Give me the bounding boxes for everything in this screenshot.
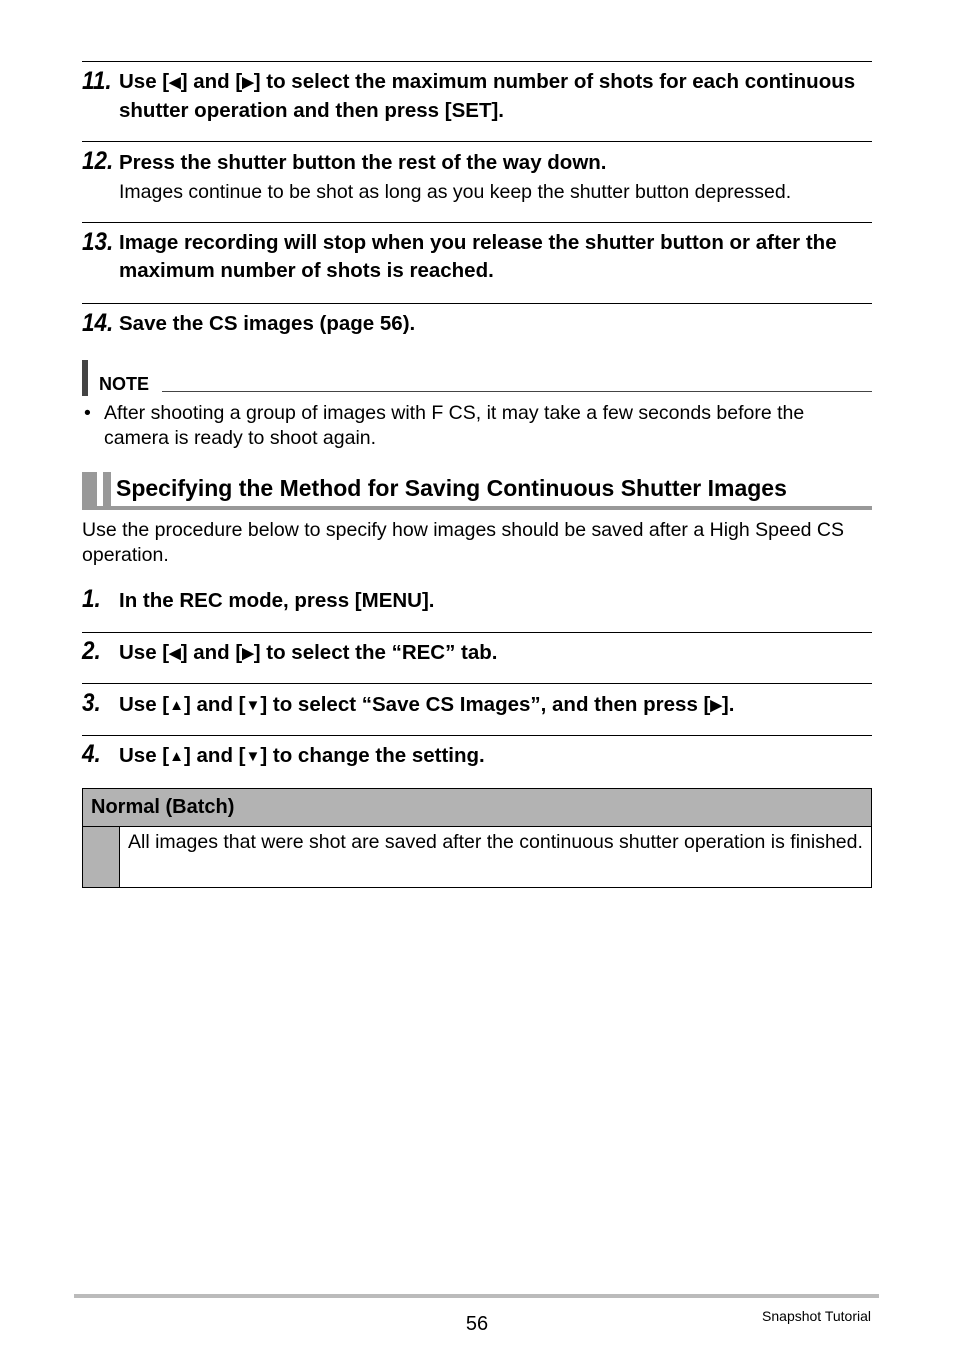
step-text bbox=[119, 691, 871, 720]
right-arrow-icon: ▶ bbox=[710, 697, 722, 714]
step-number: 1. bbox=[82, 585, 101, 613]
section-rule bbox=[82, 506, 872, 510]
step-text-part: Use [ bbox=[119, 693, 170, 716]
section-intro: Use the procedure below to specify how images should be saved after a High Speed CS operation. bbox=[82, 519, 845, 566]
note-label: NOTE bbox=[99, 374, 150, 394]
option-header bbox=[83, 789, 871, 827]
step-text: Press the shutter button the rest of the way down. bbox=[119, 151, 607, 174]
up-arrow-icon: ▲ bbox=[169, 748, 184, 765]
section-marker bbox=[103, 472, 111, 508]
bullet-icon: • bbox=[84, 402, 91, 424]
note-rule bbox=[162, 391, 872, 392]
down-arrow-icon: ▼ bbox=[245, 697, 261, 714]
step-text-part: Use [ bbox=[119, 641, 170, 664]
step-number: 14. bbox=[82, 309, 114, 337]
step-text-part: ] and [ bbox=[184, 744, 246, 767]
note-item: After shooting a group of images with F CS, it may take a few seconds before the camera is ready to shoot again. bbox=[104, 402, 805, 449]
step-number: 11. bbox=[82, 67, 112, 95]
step-number: 4. bbox=[82, 740, 101, 768]
divider bbox=[82, 303, 872, 304]
note-marker bbox=[82, 360, 88, 396]
step-text: Image recording will stop when you release the shutter button or after the maximum number of shots is reached. bbox=[119, 231, 837, 282]
step-subtext: Images continue to be shot as long as you keep the shutter button depressed. bbox=[119, 181, 792, 203]
step-text-part: ] and [ bbox=[180, 641, 243, 664]
divider bbox=[82, 632, 872, 633]
option-name: Normal (Batch) bbox=[91, 796, 235, 818]
section-title: Specifying the Method for Saving Continuous Shutter Images bbox=[116, 475, 787, 501]
step-text-part: ] to select the “REC” tab. bbox=[253, 641, 498, 664]
step-text-part: ] and [ bbox=[184, 693, 246, 716]
option-description: All images that were shot are saved after the continuous shutter operation is finished. bbox=[128, 831, 863, 853]
footer-label: Snapshot Tutorial bbox=[762, 1308, 871, 1324]
step-number: 12. bbox=[82, 147, 114, 175]
options-table bbox=[82, 788, 872, 888]
divider bbox=[82, 683, 872, 684]
left-arrow-icon: ◀ bbox=[169, 74, 181, 91]
step-text-part: Use [ bbox=[119, 744, 170, 767]
up-arrow-icon: ▲ bbox=[169, 697, 184, 714]
divider bbox=[82, 222, 872, 223]
step-text: Save the CS images (page 56). bbox=[119, 312, 416, 335]
step-text: In the REC mode, press [MENU]. bbox=[119, 589, 435, 612]
step-text bbox=[119, 639, 871, 668]
step-text-part: ]. bbox=[721, 693, 735, 716]
step-text-part: ] to change the setting. bbox=[260, 744, 485, 767]
step-number: 2. bbox=[82, 637, 101, 665]
right-arrow-icon: ▶ bbox=[242, 74, 254, 91]
step-text-part: ] to select “Save CS Images”, and then press [ bbox=[260, 693, 711, 716]
divider bbox=[82, 141, 872, 142]
right-arrow-icon: ▶ bbox=[242, 645, 254, 662]
left-arrow-icon: ◀ bbox=[169, 645, 181, 662]
divider bbox=[82, 735, 872, 736]
divider bbox=[82, 61, 872, 62]
option-indent bbox=[83, 827, 120, 887]
footer-rule bbox=[74, 1294, 879, 1298]
step-text-part: Use [ bbox=[119, 70, 170, 93]
down-arrow-icon: ▼ bbox=[245, 748, 261, 765]
step-text-part: ] to select the maximum number of shots for each continuous shutter operation and then press [SET]. bbox=[119, 70, 856, 122]
step-number: 13. bbox=[82, 228, 114, 256]
step-number: 3. bbox=[82, 689, 101, 717]
step-text-part: ] and [ bbox=[180, 70, 243, 93]
section-marker bbox=[82, 472, 97, 508]
step-text bbox=[119, 742, 871, 771]
step-text bbox=[119, 68, 871, 125]
page-number: 56 bbox=[465, 1313, 489, 1335]
